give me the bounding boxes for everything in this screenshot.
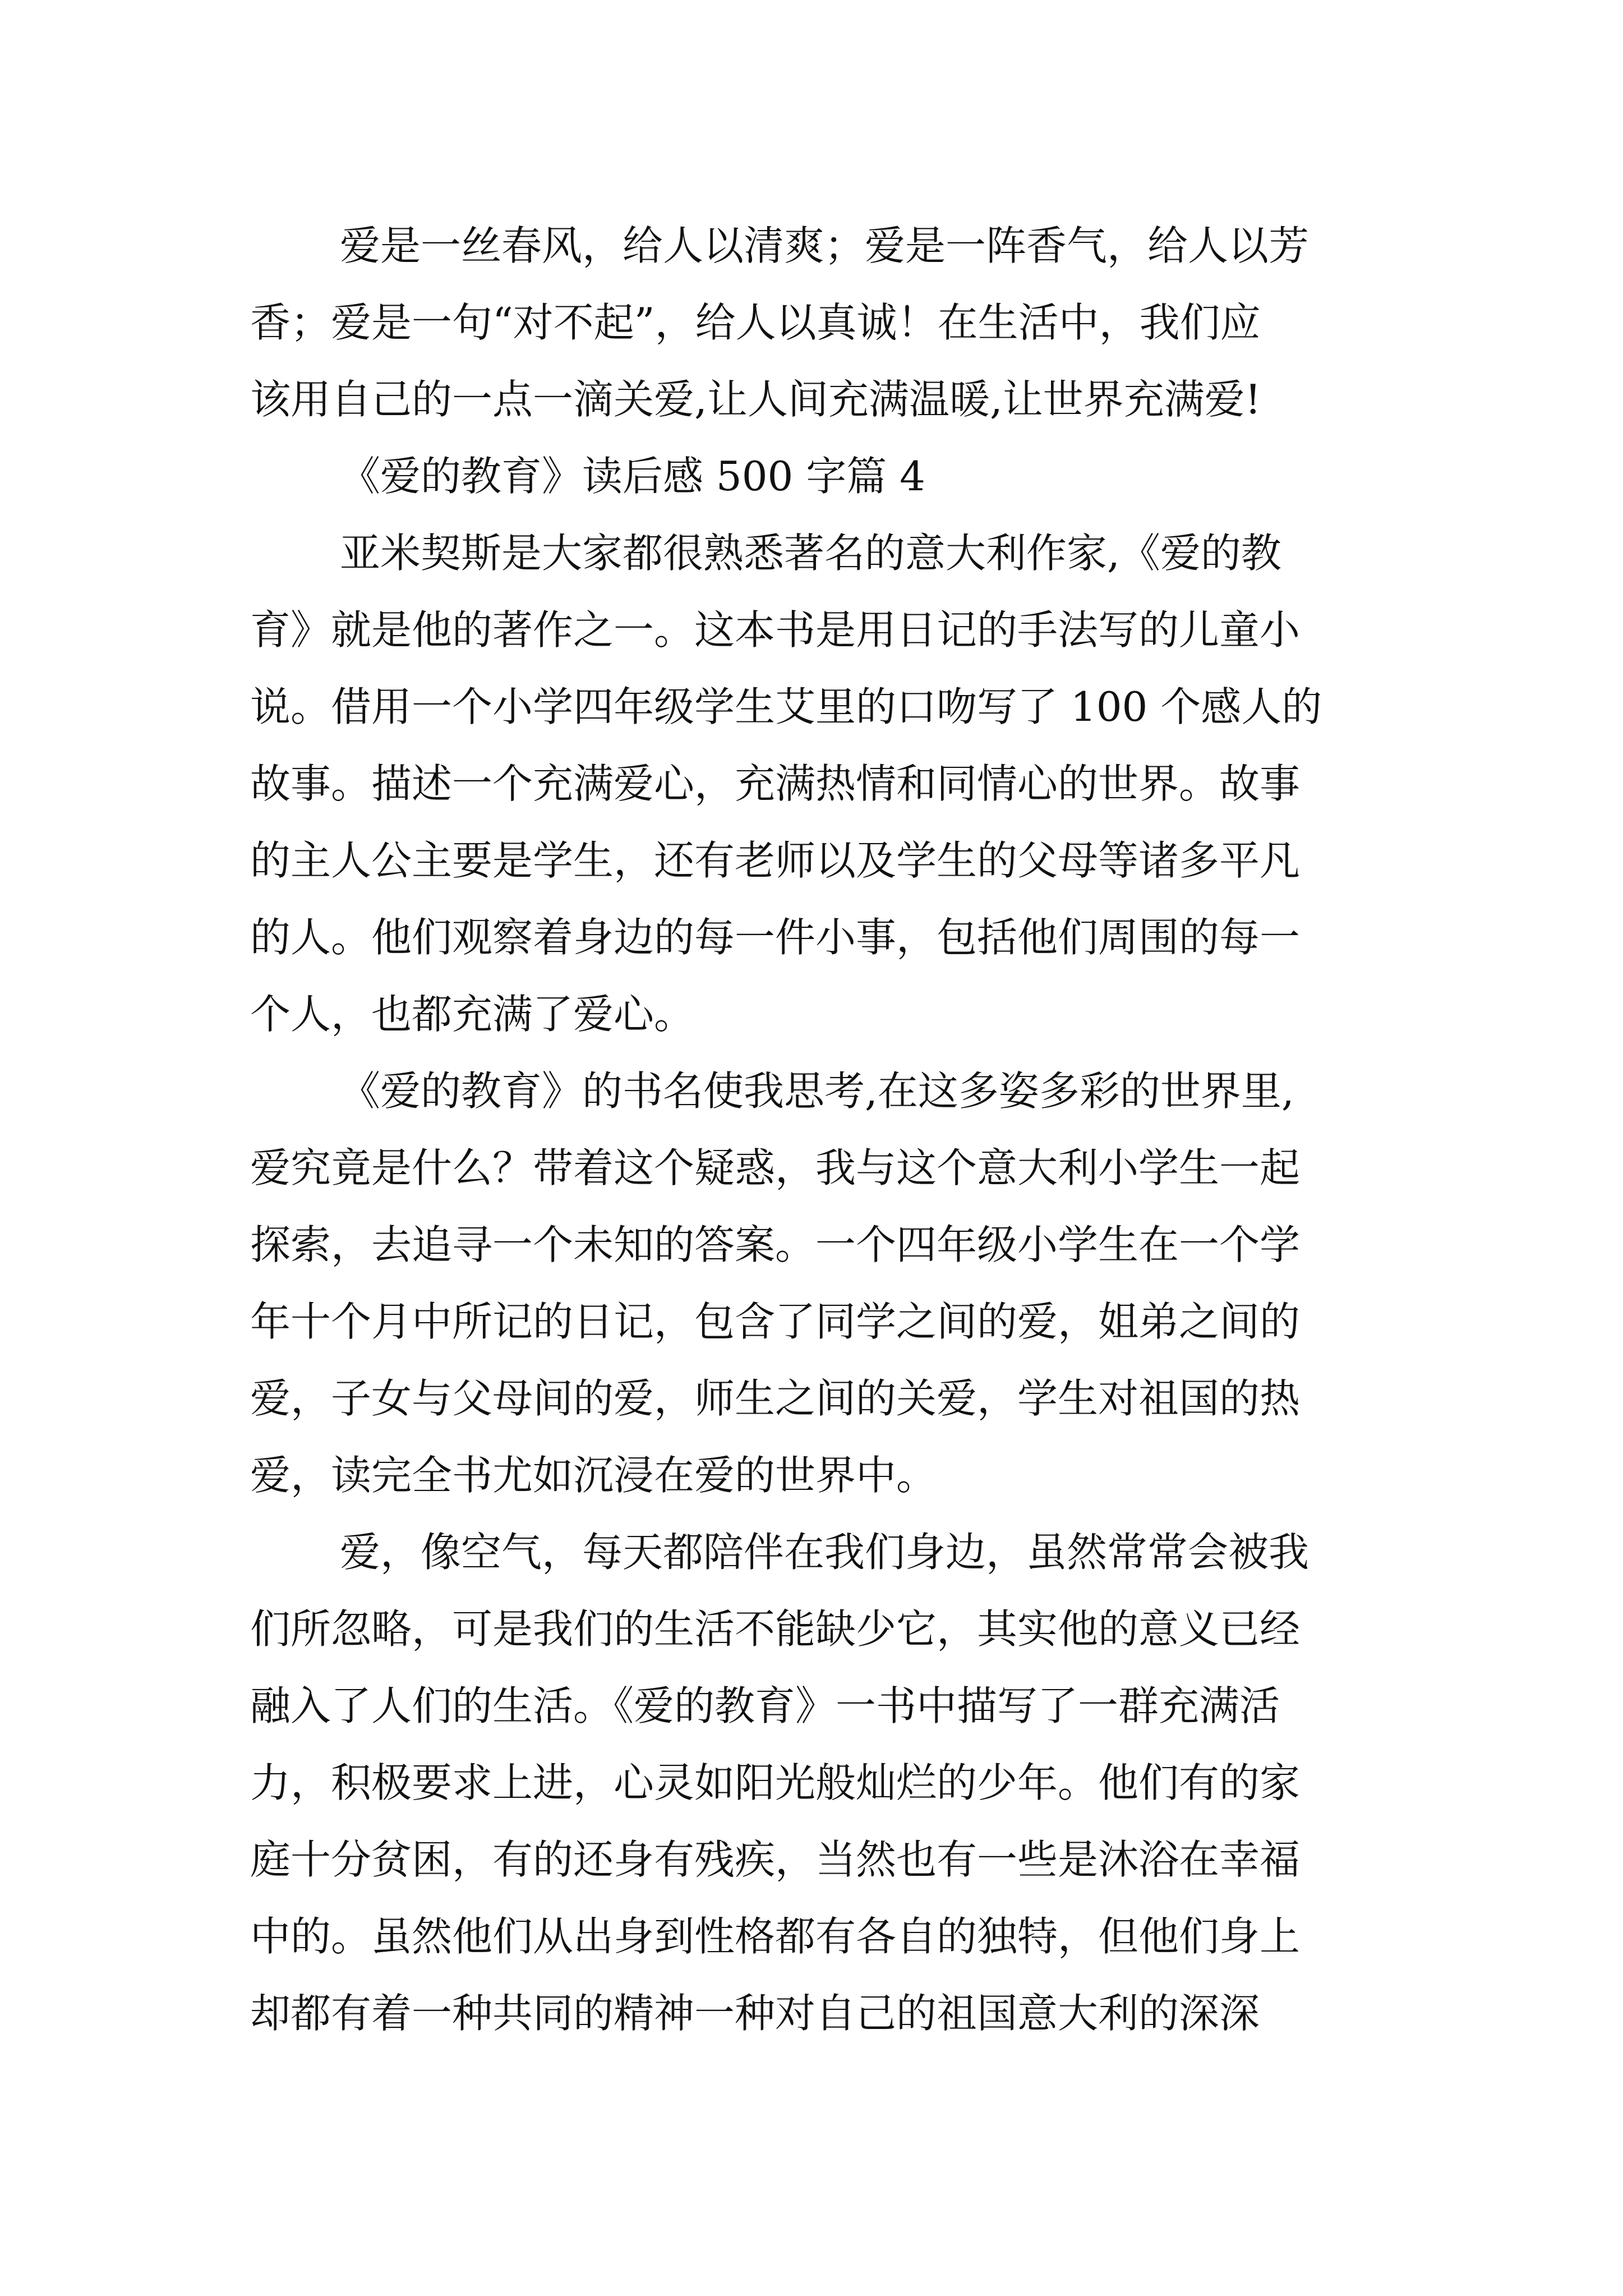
paragraph-line: 庭十分贫困，有的还身有残疾，当然也有一些是沐浴在幸福 <box>250 1836 1301 1883</box>
paragraph-line: 爱，子女与父母间的爱，师生之间的关爱，学生对祖国的热 <box>250 1375 1301 1422</box>
paragraph-line: 亚米契斯是大家都很熟悉著名的意大利作家,《爱的教 <box>340 530 1281 577</box>
paragraph-line: 香；爱是一句“对不起”，给人以真诚！在生活中，我们应 <box>250 299 1261 346</box>
paragraph-line: 《爱的教育》的书名使我思考,在这多姿多彩的世界里, <box>340 1068 1294 1115</box>
section-heading: 《爱的教育》读后感 500 字篇 4 <box>340 453 925 500</box>
document-body <box>250 208 1389 2052</box>
paragraph-line: 融入了人们的生活。《爱的教育》一书中描写了一群充满活 <box>250 1682 1280 1729</box>
paragraph-line: 爱究竟是什么？带着这个疑惑，我与这个意大利小学生一起 <box>250 1144 1301 1191</box>
paragraph-line: 的人。他们观察着身边的每一件小事，包括他们周围的每一 <box>250 914 1301 961</box>
paragraph-line: 年十个月中所记的日记，包含了同学之间的爱，姐弟之间的 <box>250 1298 1301 1345</box>
paragraph-line: 故事。描述一个充满爱心，充满热情和同情心的世界。故事 <box>250 760 1301 807</box>
paragraph-line: 爱是一丝春风，给人以清爽；爱是一阵香气，给人以芳 <box>340 222 1310 269</box>
paragraph-line: 们所忽略，可是我们的生活不能缺少它，其实他的意义已经 <box>250 1605 1301 1653</box>
paragraph-line: 力，积极要求上进，心灵如阳光般灿烂的少年。他们有的家 <box>250 1759 1301 1806</box>
paragraph-line: 却都有着一种共同的精神一种对自己的祖国意大利的深深 <box>250 1990 1260 2037</box>
paragraph-line: 的主人公主要是学生，还有老师以及学生的父母等诸多平凡 <box>250 837 1301 884</box>
paragraph-line: 该用自己的一点一滴关爱,让人间充满温暖,让世界充满爱! <box>250 376 1261 423</box>
paragraph-line: 育》就是他的著作之一。这本书是用日记的手法写的儿童小 <box>250 606 1301 654</box>
paragraph-line: 说。借用一个小学四年级学生艾里的口吻写了 100 个感人的 <box>250 683 1322 730</box>
paragraph-line: 探索，去追寻一个未知的答案。一个四年级小学生在一个学 <box>250 1221 1301 1268</box>
paragraph-line: 中的。虽然他们从出身到性格都有各自的独特，但他们身上 <box>250 1913 1301 1960</box>
paragraph-line: 爱，读完全书尤如沉浸在爱的世界中。 <box>250 1452 937 1499</box>
paragraph-line: 个人，也都充满了爱心。 <box>250 991 695 1038</box>
paragraph-line: 爱，像空气，每天都陪伴在我们身边，虽然常常会被我 <box>340 1529 1310 1576</box>
